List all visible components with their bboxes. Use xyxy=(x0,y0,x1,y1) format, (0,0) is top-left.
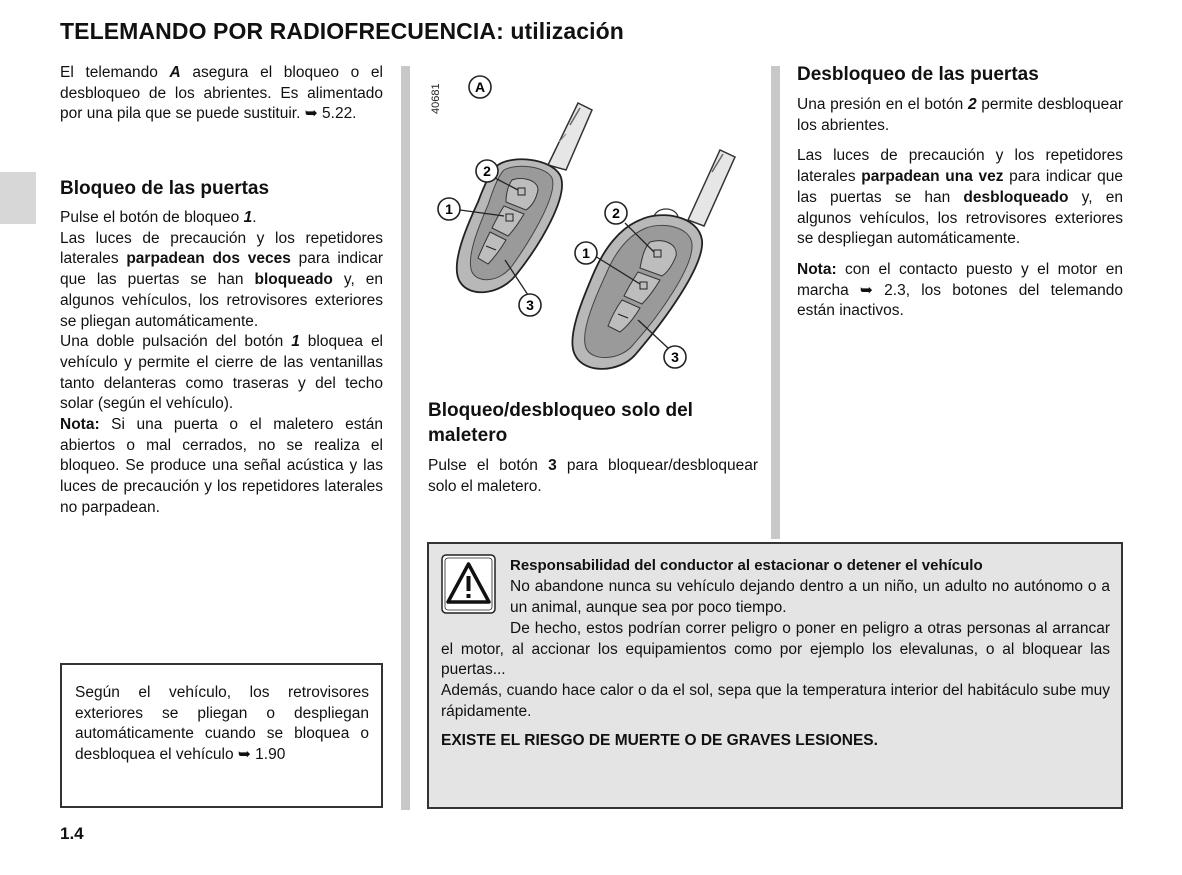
callout-1-left xyxy=(438,198,460,220)
callout-1-right xyxy=(575,242,597,264)
callout-3-right xyxy=(664,346,686,368)
svg-text:3: 3 xyxy=(526,297,534,313)
trunk-paragraph: Pulse el botón 3 para bloquear/desbloquear solo el maletero. xyxy=(428,457,758,495)
warning-triangle-icon xyxy=(441,554,496,614)
remote-key-illustration xyxy=(420,70,765,390)
warning-p3: Además, cuando hace calor o da el sol, sepa que la temperatura interior del habitáculo sube muy rápidamente. xyxy=(441,682,1110,720)
lock-paragraphs: Pulse el botón de bloqueo 1. Las luces de precaución y los repetidores laterales parpadean dos veces para indicar que las puertas se han bloqueado y, en algunos vehículos, los retrovisores exteriores se pliegan automáticamente. Una doble pulsación del botón 1 bloquea el vehículo y permite el cierre de las ventanillas tanto delanteras como traseras y del techo solar (según el vehículo). Nota: Si una puerta o el maletero están abiertos o mal cerrados, no se realiza el bloqueo. Se produce una señal acústica y las luces de precaución y los repetidores laterales no parpadean. xyxy=(60,209,384,516)
intro-paragraph: El telemando A asegura el bloqueo o el desbloqueo de los abrientes. Es alimentado por una pila que se puede sustituir. ➥ 5.22. xyxy=(60,64,383,123)
section-heading-unlock: Desbloqueo de las puertas xyxy=(797,64,1039,85)
svg-text:A: A xyxy=(474,79,486,95)
unlock-paragraphs: Una presión en el botón 2 permite desbloquear los abrientes. Las luces de precaución y los repetidores laterales parpadean una vez para indicar que las puertas se han desbloqueado y, en algunos vehículos, los retrovisores exteriores se despliegan automáticamente. Nota: con el contacto puesto y el motor en marcha ➥ 2.3, los botones del telemando están inactivos. xyxy=(797,96,1124,320)
page-number: 1.4 xyxy=(60,824,84,843)
title-lower: utilización xyxy=(510,18,624,44)
warning-p1: No abandone nunca su vehículo dejando dentro a un niño, un adulto no autónomo o a un animal, aunque sea por poco tiempo. xyxy=(510,578,1110,616)
svg-text:2: 2 xyxy=(483,163,491,179)
section-heading-lock: Bloqueo de las puertas xyxy=(60,178,270,199)
callout-3-left xyxy=(519,294,541,316)
callout-2-right xyxy=(605,202,627,224)
svg-text:3: 3 xyxy=(671,349,679,365)
key-left xyxy=(457,103,592,292)
figure-reference-number: 40681 xyxy=(430,83,442,114)
key-right xyxy=(572,150,735,369)
page-title xyxy=(60,18,624,45)
column-separator-right xyxy=(771,66,780,539)
info-box-text: Según el vehículo, los retrovisores exteriores se pliegan o despliegan automáticamente cuando se bloquea o desbloquea el vehículo ➥ 1.90 xyxy=(75,684,369,764)
section-tab xyxy=(0,172,36,224)
column-separator-left xyxy=(401,66,410,810)
warning-title: Responsabilidad del conductor al estacionar o detener el vehículo xyxy=(510,557,983,574)
warning-p2: De hecho, estos podrían correr peligro o poner en peligro a otras personas al arrancar el motor, al accionar los equipamientos como por ejemplo los elevalunas, o al bloquear las puertas... xyxy=(441,620,1110,679)
section-heading-trunk: Bloqueo/desbloqueo solo del maletero xyxy=(428,400,693,446)
svg-text:1: 1 xyxy=(445,201,453,217)
warning-p4: EXISTE EL RIESGO DE MUERTE O DE GRAVES LESIONES. xyxy=(441,732,878,749)
callout-2-left xyxy=(476,160,498,182)
title-upper: TELEMANDO POR RADIOFRECUENCIA: xyxy=(60,18,504,44)
figure-label-a xyxy=(469,76,491,98)
svg-text:2: 2 xyxy=(612,205,620,221)
svg-text:1: 1 xyxy=(582,245,590,261)
